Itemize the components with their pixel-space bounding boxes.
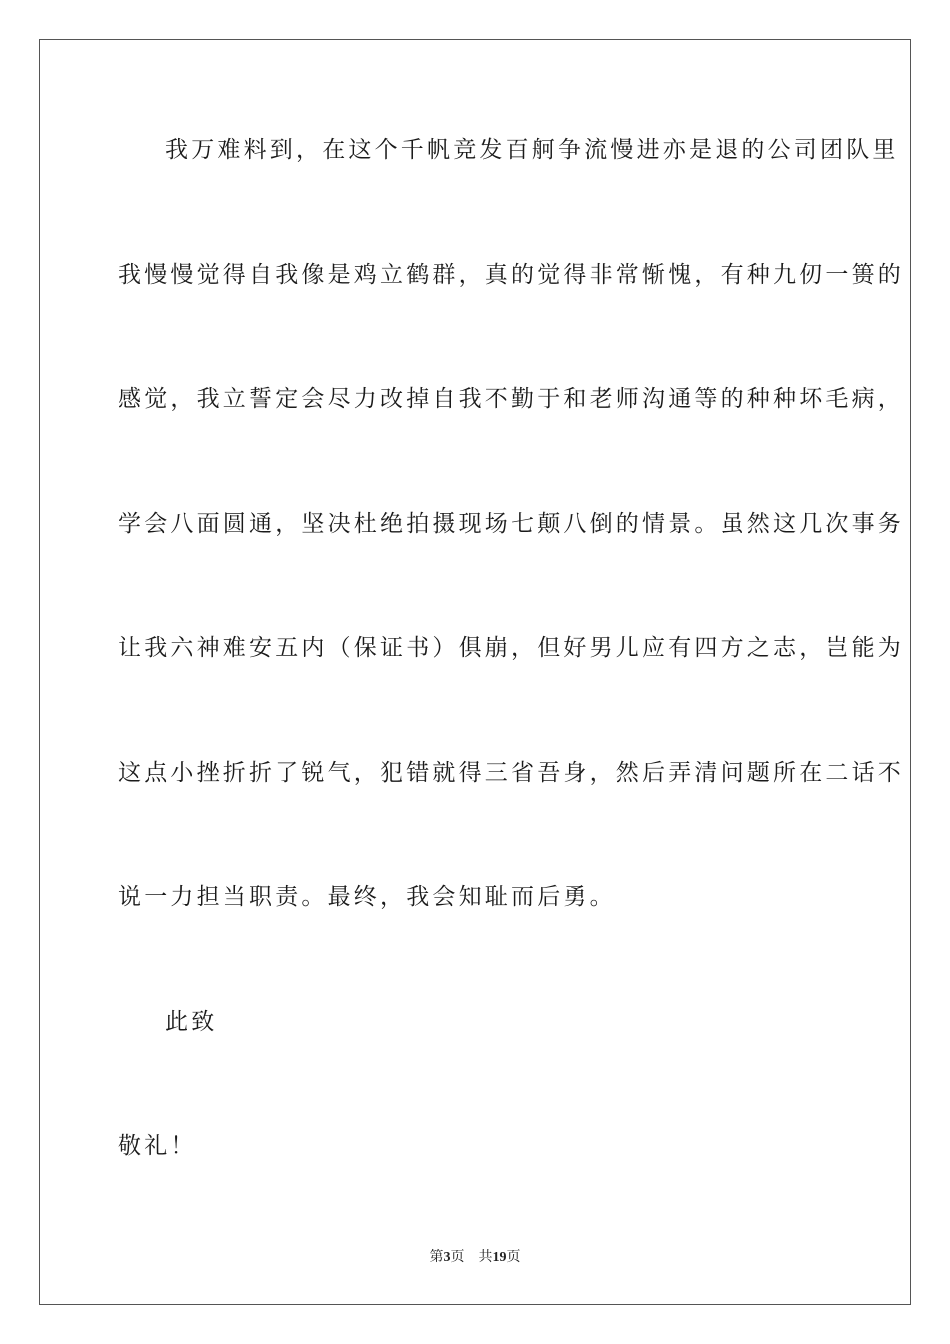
page-suffix: 页 [450,1249,465,1265]
paragraph-line-6: 这点小挫折折了锐气，犯错就得三省吾身，然后弄清问题所在二话不 [118,760,904,786]
paragraph-line-4: 学会八面圆通，坚决杜绝拍摄现场七颠八倒的情景。虽然这几次事务 [118,511,904,537]
page-prefix: 第 [429,1249,444,1265]
paragraph-line-5: 让我六神难安五内（保证书）俱崩，但好男儿应有四方之志，岂能为 [118,635,904,661]
total-prefix: 共 [478,1249,493,1265]
total-pages: 19 [492,1250,507,1265]
paragraph-line-2: 我慢慢觉得自我像是鸡立鹤群，真的觉得非常惭愧，有种九仞一篑的 [118,262,904,288]
paragraph-line-3: 感觉，我立誓定会尽力改掉自我不勤于和老师沟通等的种种坏毛病， [118,386,904,412]
page-number: 3 [443,1250,451,1265]
salutation-text: 敬礼！ [118,1133,197,1159]
total-suffix: 页 [506,1249,521,1265]
page-footer [0,1248,950,1267]
paragraph-line-7: 说一力担当职责。最终，我会知耻而后勇。 [118,884,616,910]
closing-text: 此致 [165,1009,218,1035]
page-border [39,39,911,1305]
paragraph-line-1: 我万难料到，在这个千帆竞发百舸争流慢进亦是退的公司团队里 [165,137,899,163]
